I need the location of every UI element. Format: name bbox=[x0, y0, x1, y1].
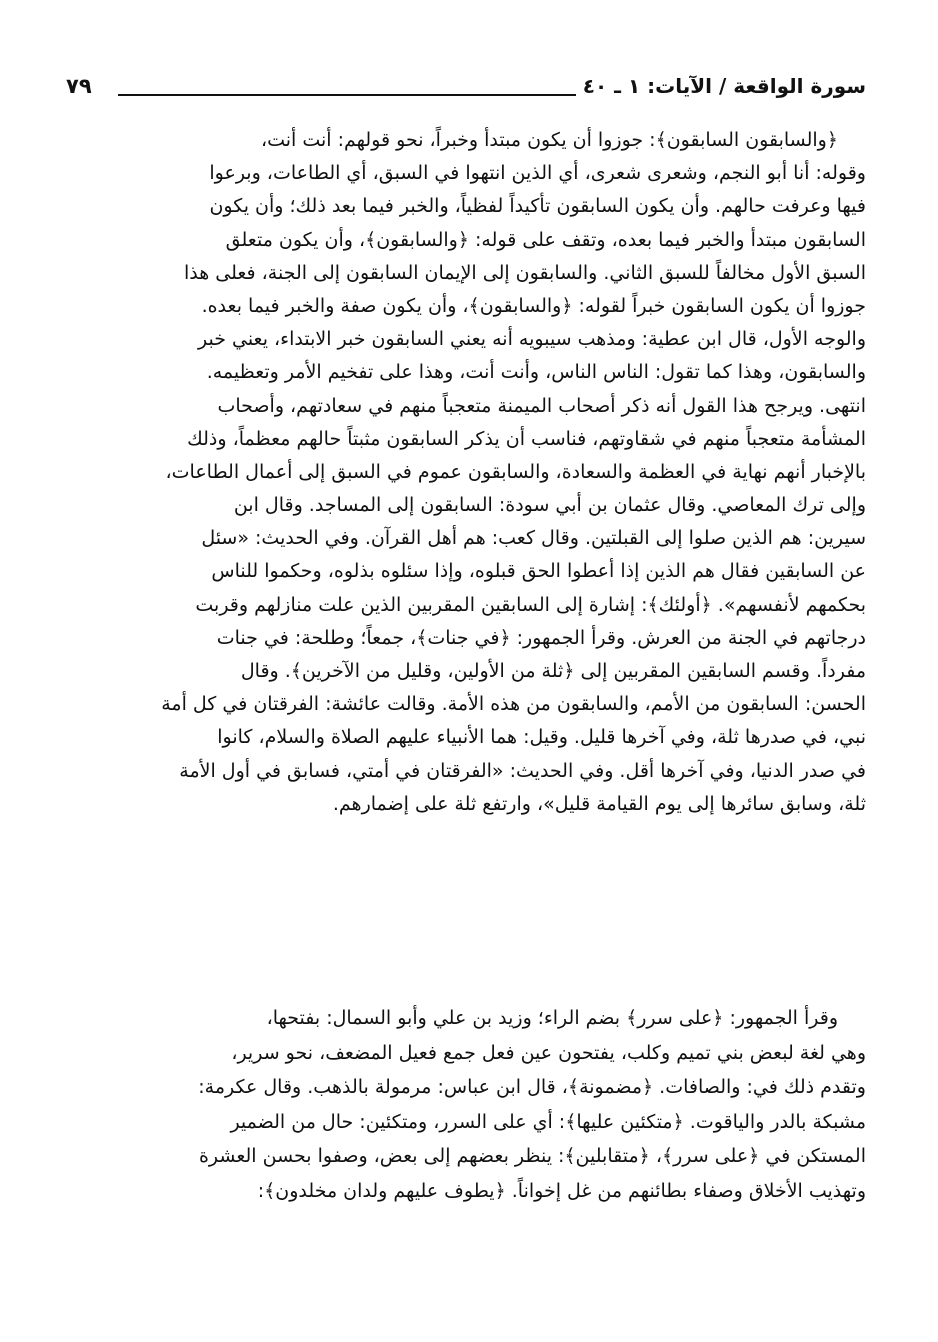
text-line: بحكمهم لأنفسهم». ﴿أولئك﴾: إشارة إلى السابقين المقربين الذين علت منازلهم وقربت bbox=[195, 593, 866, 616]
page-number: ٧٩ bbox=[66, 74, 92, 98]
text-line: المشأمة متعجباً منهم في شقاوتهم، فناسب أن يذكر السابقون مثبتاً حالهم معظماً، وذلك bbox=[187, 427, 866, 450]
paragraph-2 bbox=[66, 1001, 866, 1208]
header-rule bbox=[118, 94, 576, 96]
text-line: ثلة، وسابق سائرها إلى يوم القيامة قليل»، وارتفع ثلة على إضمارهم. bbox=[332, 792, 866, 815]
text-line: وقوله: أنا أبو النجم، وشعرى شعرى، أي الذين انتهوا في السبق، أي الطاعات، وبرعوا bbox=[209, 162, 866, 185]
text-line: والوجه الأول، قال ابن عطية: ومذهب سيبويه أنه يعني السابقون خبر الابتداء، يعني خبر bbox=[197, 328, 866, 351]
text-line: وإلى ترك المعاصي. وقال عثمان بن أبي سودة: السابقون إلى المساجد. وقال ابن bbox=[233, 494, 866, 517]
text-line: فيها وعرفت حالهم. وأن يكون السابقون تأكيداً لفظياً، والخبر فيما بعد ذلك؛ وأن يكون bbox=[209, 195, 866, 218]
text-line: وهي لغة لبعض بني تميم وكلب، يفتحون عين فعل جمع فعيل المضعف، نحو سرير، bbox=[231, 1041, 866, 1064]
text-line: درجاتهم في الجنة من العرش. وقرأ الجمهور: ﴿في جنات﴾، جمعاً؛ وطلحة: في جنات bbox=[216, 626, 866, 649]
header-title: سورة الواقعة / الآيات: ١ ـ ٤٠ bbox=[582, 74, 866, 98]
text-line: ﴿والسابقون السابقون﴾: جوزوا أن يكون مبتدأ وخبراً، نحو قولهم: أنت أنت، bbox=[260, 129, 838, 151]
text-line: وتهذيب الأخلاق وصفاء بطائنهم من غل إخواناً. ﴿يطوف عليهم ولدان مخلدون﴾: bbox=[257, 1179, 866, 1202]
text-line: بالإخبار أنهم نهاية في العظمة والسعادة، والسابقون عموم في السبق إلى أعمال الطاعات، bbox=[165, 460, 866, 483]
text-line: جوزوا أن يكون السابقون خبراً لقوله: ﴿والسابقون﴾، وأن يكون صفة والخبر فيما بعده. bbox=[201, 294, 866, 317]
text-line: انتهى. ويرجح هذا القول أنه ذكر أصحاب الميمنة متعجباً منهم في سعادتهم، وأصحاب bbox=[217, 394, 866, 417]
text-line: السبق الأول مخالفاً للسبق الثاني. والسابقون إلى الإيمان السابقون إلى الجنة، فعلى هذا bbox=[183, 261, 866, 284]
page-header bbox=[66, 72, 866, 112]
text-line: مفرداً. وقسم السابقين المقربين إلى ﴿ثلة من الأولين، وقليل من الآخرين﴾. وقال bbox=[240, 660, 866, 682]
text-line: مشبكة بالدر والياقوت. ﴿متكئين عليها﴾: أي على السرر، ومتكئين: حال من الضمير bbox=[230, 1110, 866, 1133]
text-line: وقرأ الجمهور: ﴿على سرر﴾ بضم الراء؛ وزيد بن علي وأبو السمال: بفتحها، bbox=[266, 1007, 838, 1029]
text-line: وتقدم ذلك في: والصافات. ﴿مضمونة﴾، قال ابن عباس: مرمولة بالذهب. وقال عكرمة: bbox=[198, 1076, 866, 1098]
text-line: والسابقون، وهذا كما تقول: الناس الناس، وأنت أنت، وهذا على تفخيم الأمر وتعظيمه. bbox=[206, 361, 866, 384]
paragraph-1 bbox=[66, 124, 866, 821]
text-line: نبي، في صدرها ثلة، وفي آخرها قليل. وقيل: هما الأنبياء عليهم الصلاة والسلام، كانوا bbox=[217, 726, 866, 749]
text-line: السابقون مبتدأ والخبر فيما بعده، وتقف على قوله: ﴿والسابقون﴾، وأن يكون متعلق bbox=[225, 228, 866, 251]
text-line: في صدر الدنيا، وفي آخرها أقل. وفي الحديث: «الفرقتان في أمتي، فسابق في أول الأمة bbox=[179, 759, 866, 782]
text-line: سيرين: هم الذين صلوا إلى القبلتين. وقال كعب: هم أهل القرآن. وفي الحديث: «سئل bbox=[201, 527, 866, 550]
text-line: عن السابقين فقال هم الذين إذا أعطوا الحق قبلوه، وإذا سئلوه بذلوه، وحكموا للناس bbox=[211, 560, 866, 583]
text-line: المستكن في ﴿على سرر﴾، ﴿متقابلين﴾: ينظر بعضهم إلى بعض، وصفوا بحسن العشرة bbox=[198, 1145, 866, 1167]
text-line: الحسن: السابقون من الأمم، والسابقون من هذه الأمة. وقالت عائشة: الفرقتان في كل أمة bbox=[161, 693, 866, 716]
